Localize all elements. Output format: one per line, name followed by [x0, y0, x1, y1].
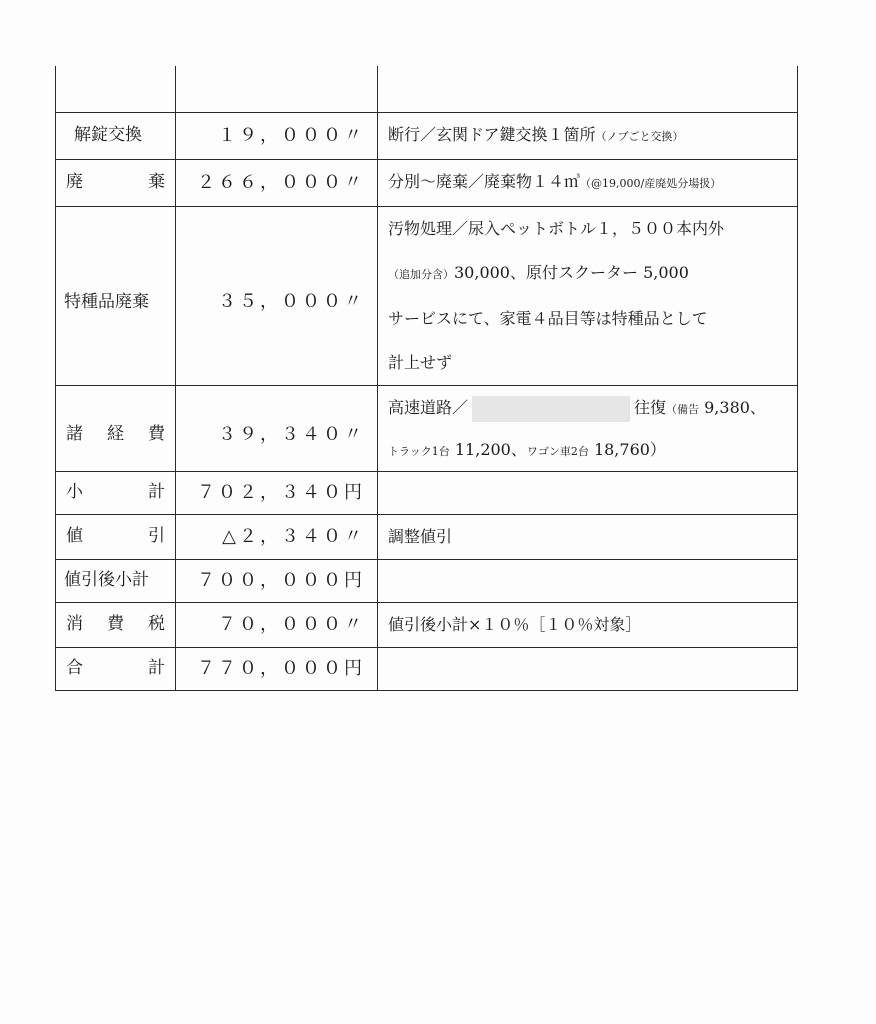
row-label	[56, 484, 175, 501]
table-row-special-disposal	[56, 206, 798, 385]
label-char: 税	[148, 614, 165, 634]
label-char: 廃	[66, 172, 83, 192]
note-line: 汚物処理／尿入ペットボトル１，５００本内外	[388, 218, 725, 238]
cell-label	[56, 471, 176, 514]
table-row-discount	[56, 514, 798, 559]
cell-label	[56, 112, 176, 159]
note-small-text: （追加分含）	[388, 267, 454, 281]
row-label: 特種品廃棄	[64, 291, 149, 312]
cost-breakdown-table	[55, 66, 798, 691]
table-row-unlock-exchange	[56, 112, 798, 159]
cell-amount	[176, 559, 378, 602]
table-row-disposal	[56, 159, 798, 206]
row-amount: ７００，０００円	[197, 569, 365, 591]
cell-label	[56, 647, 176, 690]
note-text: 分別～廃棄／廃棄物１４㎥	[388, 171, 581, 191]
cell-amount	[176, 159, 378, 206]
cell-note	[378, 471, 798, 514]
label-char: 引	[148, 526, 165, 546]
row-label	[56, 174, 175, 191]
label-char: 費	[148, 424, 165, 444]
cell-amount	[176, 385, 378, 471]
row-label	[56, 616, 175, 633]
label-char: 経	[107, 424, 124, 444]
note-text: 30,000、原付スクーター 5,000	[454, 262, 689, 282]
cell-amount	[176, 514, 378, 559]
row-label	[56, 660, 175, 677]
label-char: 小	[66, 482, 83, 502]
row-note: 調整値引	[388, 526, 453, 546]
cell-label	[56, 385, 176, 471]
table-row-discounted-subtotal	[56, 559, 798, 602]
row-amount: △２，３４０〃	[222, 525, 365, 547]
note-line: 計上せず	[388, 352, 453, 372]
row-label	[56, 528, 175, 545]
note-text: 往復	[634, 398, 667, 417]
label-char: 計	[148, 482, 165, 502]
cell-amount	[176, 112, 378, 159]
table-row-total	[56, 647, 798, 690]
label-char: 値	[66, 526, 83, 546]
note-small-text: （ノブごと交換）	[595, 129, 684, 143]
label-char: 消	[66, 614, 83, 634]
label-char: 計	[148, 658, 165, 678]
note-text: 高速道路／	[388, 398, 469, 417]
row-amount: １９，０００〃	[218, 124, 365, 146]
row-amount: ３５，０００〃	[218, 291, 365, 312]
cell-amount	[176, 206, 378, 385]
cell-amount	[176, 66, 378, 112]
row-note: 値引後小計×１０％［１０％対象］	[388, 614, 642, 634]
label-char: 費	[107, 614, 124, 634]
cell-note	[378, 159, 798, 206]
cell-label	[56, 159, 176, 206]
row-amount: ３９，３４０〃	[218, 423, 365, 445]
label-char: 合	[66, 658, 83, 678]
row-label	[56, 413, 175, 443]
cell-note	[378, 66, 798, 112]
row-label: 解錠交換	[74, 125, 142, 145]
label-char: 棄	[148, 172, 165, 192]
note-small-text: トラック1台	[388, 445, 450, 458]
note-text: 9,380、	[699, 398, 766, 417]
table-row-misc-expenses	[56, 385, 798, 471]
note-line	[378, 432, 797, 470]
cell-label	[56, 602, 176, 647]
cell-note	[378, 112, 798, 159]
cell-note	[378, 602, 798, 647]
cell-amount	[176, 647, 378, 690]
cell-note	[378, 559, 798, 602]
cell-label	[56, 206, 176, 385]
cell-amount	[176, 471, 378, 514]
note-small-text: （備告	[666, 403, 700, 416]
note-text: 断行／玄関ドア鍵交換１箇所	[388, 124, 596, 144]
row-note	[378, 160, 797, 206]
note-small-text: （@19,000/産廃処分場扱）	[580, 176, 722, 190]
note-line	[378, 251, 797, 297]
row-amount: ２６６，０００〃	[197, 171, 365, 193]
label-char: 諸	[66, 424, 83, 444]
row-amount: ７０，０００〃	[218, 613, 365, 635]
note-line	[378, 386, 797, 432]
cell-note	[378, 385, 798, 471]
cell-amount	[176, 602, 378, 647]
note-text: 11,200、	[449, 440, 527, 459]
row-amount: ７７０，０００円	[197, 657, 365, 679]
cell-label	[56, 514, 176, 559]
cell-label	[56, 559, 176, 602]
note-text: 18,760）	[588, 440, 666, 459]
cell-label	[56, 66, 176, 112]
table-row-subtotal	[56, 471, 798, 514]
table-row-top	[56, 66, 798, 112]
row-amount: ７０２，３４０円	[197, 481, 365, 503]
cell-note	[378, 514, 798, 559]
cell-note	[378, 647, 798, 690]
row-label: 値引後小計	[64, 570, 149, 590]
note-small-text: ワゴン車2台	[526, 445, 589, 458]
row-note	[378, 113, 797, 159]
note-line: サービスにて、家電４品目等は特種品として	[388, 308, 708, 328]
cell-note	[378, 206, 798, 385]
redaction-box	[472, 396, 630, 422]
table-row-consumption-tax	[56, 602, 798, 647]
